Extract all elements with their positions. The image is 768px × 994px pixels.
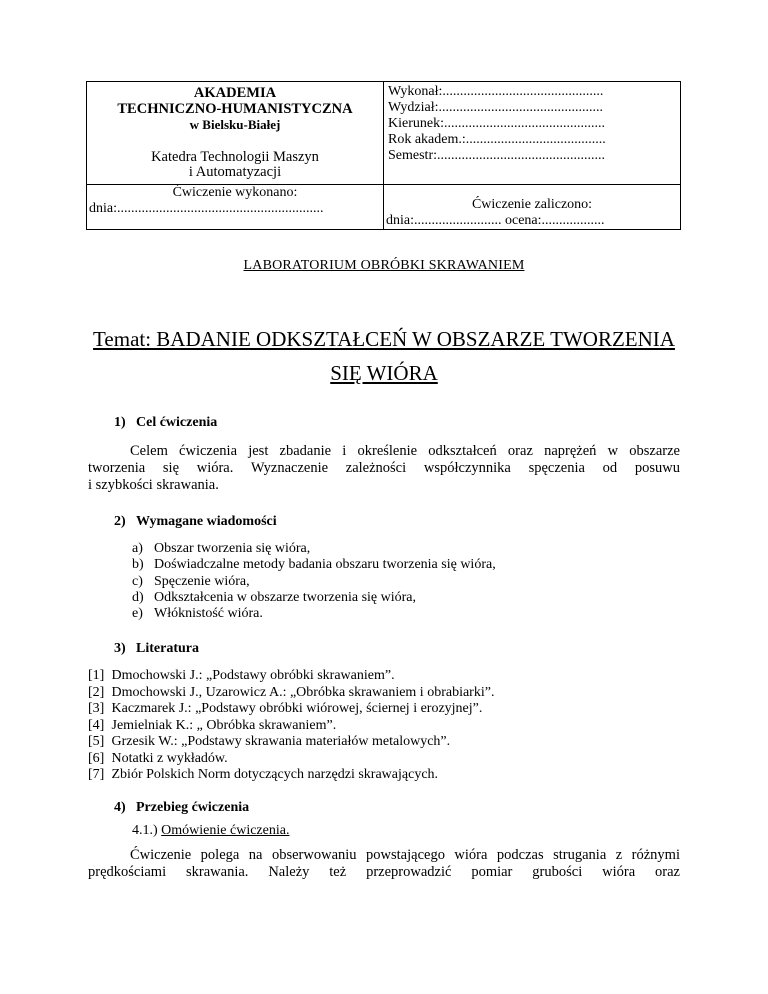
- list-item: c) Spęczenie wióra,: [132, 573, 250, 589]
- exercise-passed-label: Ćwiczenie zaliczono:: [471, 197, 593, 212]
- reference-item: [1] Dmochowski J.: „Podstawy obróbki skrawaniem”.: [88, 668, 395, 683]
- literature-list: [88, 668, 494, 784]
- section-1-line-3: i szybkości skrawania.: [88, 477, 219, 493]
- field-kierunek: Kierunek:..............................................: [388, 116, 605, 131]
- exercise-passed-row: dnia:......................... ocena:..................: [386, 213, 605, 228]
- student-info-cell: [384, 82, 681, 185]
- field-rok-akadem: Rok akadem.:........................................: [388, 132, 606, 147]
- institution-city: w Bielsku-Białej: [189, 117, 281, 132]
- reference-item: [7] Zbiór Polskich Norm dotyczących narzędzi skrawających.: [88, 767, 439, 782]
- exercise-done-date: dnia:...........................................................: [89, 201, 324, 216]
- exercise-done-cell: [87, 185, 384, 230]
- topic-title: [0, 322, 768, 390]
- section-4-heading: 4) Przebieg ćwiczenia: [114, 800, 250, 815]
- section-1-line-1: Celem ćwiczenia jest zbadanie i określenie odkształceń oraz naprężeń w obszarze: [130, 443, 680, 459]
- list-item: b) Doświadczalne metody badania obszaru tworzenia się wióra,: [132, 557, 496, 573]
- reference-item: [3] Kaczmarek J.: „Podstawy obróbki wiórowej, ściernej i erozyjnej”.: [88, 701, 483, 716]
- section-4-text: [88, 847, 680, 881]
- institution-line-1: AKADEMIA: [193, 85, 277, 101]
- section-1-text: [88, 443, 680, 494]
- reference-item: [5] Grzesik W.: „Podstawy skrawania materiałów metalowych”.: [88, 734, 451, 749]
- section-3-heading: 3) Literatura: [114, 641, 199, 656]
- reference-item: [6] Notatki z wykładów.: [88, 750, 228, 766]
- exercise-passed-cell: [384, 185, 681, 230]
- topic-line-2: SIĘ WIÓRA: [330, 361, 438, 385]
- field-semestr: Semestr:................................................: [388, 148, 605, 163]
- section-4-line-1: Ćwiczenie polega na obserwowaniu powstającego wióra podczas strugania z różnymi: [130, 847, 680, 863]
- requirements-list: [132, 541, 496, 622]
- department-line-2: i Automatyzacji: [188, 164, 282, 180]
- field-wykonal: Wykonał:..............................................: [388, 84, 604, 99]
- section-2-heading: 2) Wymagane wiadomości: [114, 514, 277, 529]
- list-item: e) Włóknistość wióra.: [132, 606, 263, 622]
- topic-line-1: Temat: BADANIE ODKSZTAŁCEŃ W OBSZARZE TWORZENIA: [93, 327, 675, 351]
- lab-title: LABORATORIUM OBRÓBKI SKRAWANIEM: [243, 258, 525, 273]
- section-4-line-2: prędkościami skrawania. Należy też przeprowadzić pomiar grubości wióra oraz: [88, 864, 680, 880]
- exercise-done-label: Ćwiczenie wykonano:: [172, 185, 298, 200]
- header-table: [86, 81, 681, 228]
- reference-item: [2] Dmochowski J., Uzarowicz A.: „Obróbka skrawaniem i obrabiarki”.: [88, 684, 495, 700]
- list-item: a) Obszar tworzenia się wióra,: [132, 541, 311, 556]
- institution-cell: [87, 82, 384, 185]
- field-wydzial: Wydział:...............................................: [388, 100, 603, 115]
- list-item: d) Odkształcenia w obszarze tworzenia się wióra,: [132, 589, 416, 605]
- section-1-line-2: tworzenia się wióra. Wyznaczenie zależności współczynnika spęczenia od posuwu: [88, 460, 680, 476]
- section-1-heading: 1) Cel ćwiczenia: [114, 415, 218, 430]
- reference-item: [4] Jemielniak K.: „ Obróbka skrawaniem”.: [88, 717, 337, 733]
- department-line-1: Katedra Technologii Maszyn: [151, 148, 319, 165]
- subsection-4-1-heading: 4.1.) Omówienie ćwiczenia.: [132, 823, 290, 838]
- institution-line-2: TECHNICZNO-HUMANISTYCZNA: [117, 100, 353, 117]
